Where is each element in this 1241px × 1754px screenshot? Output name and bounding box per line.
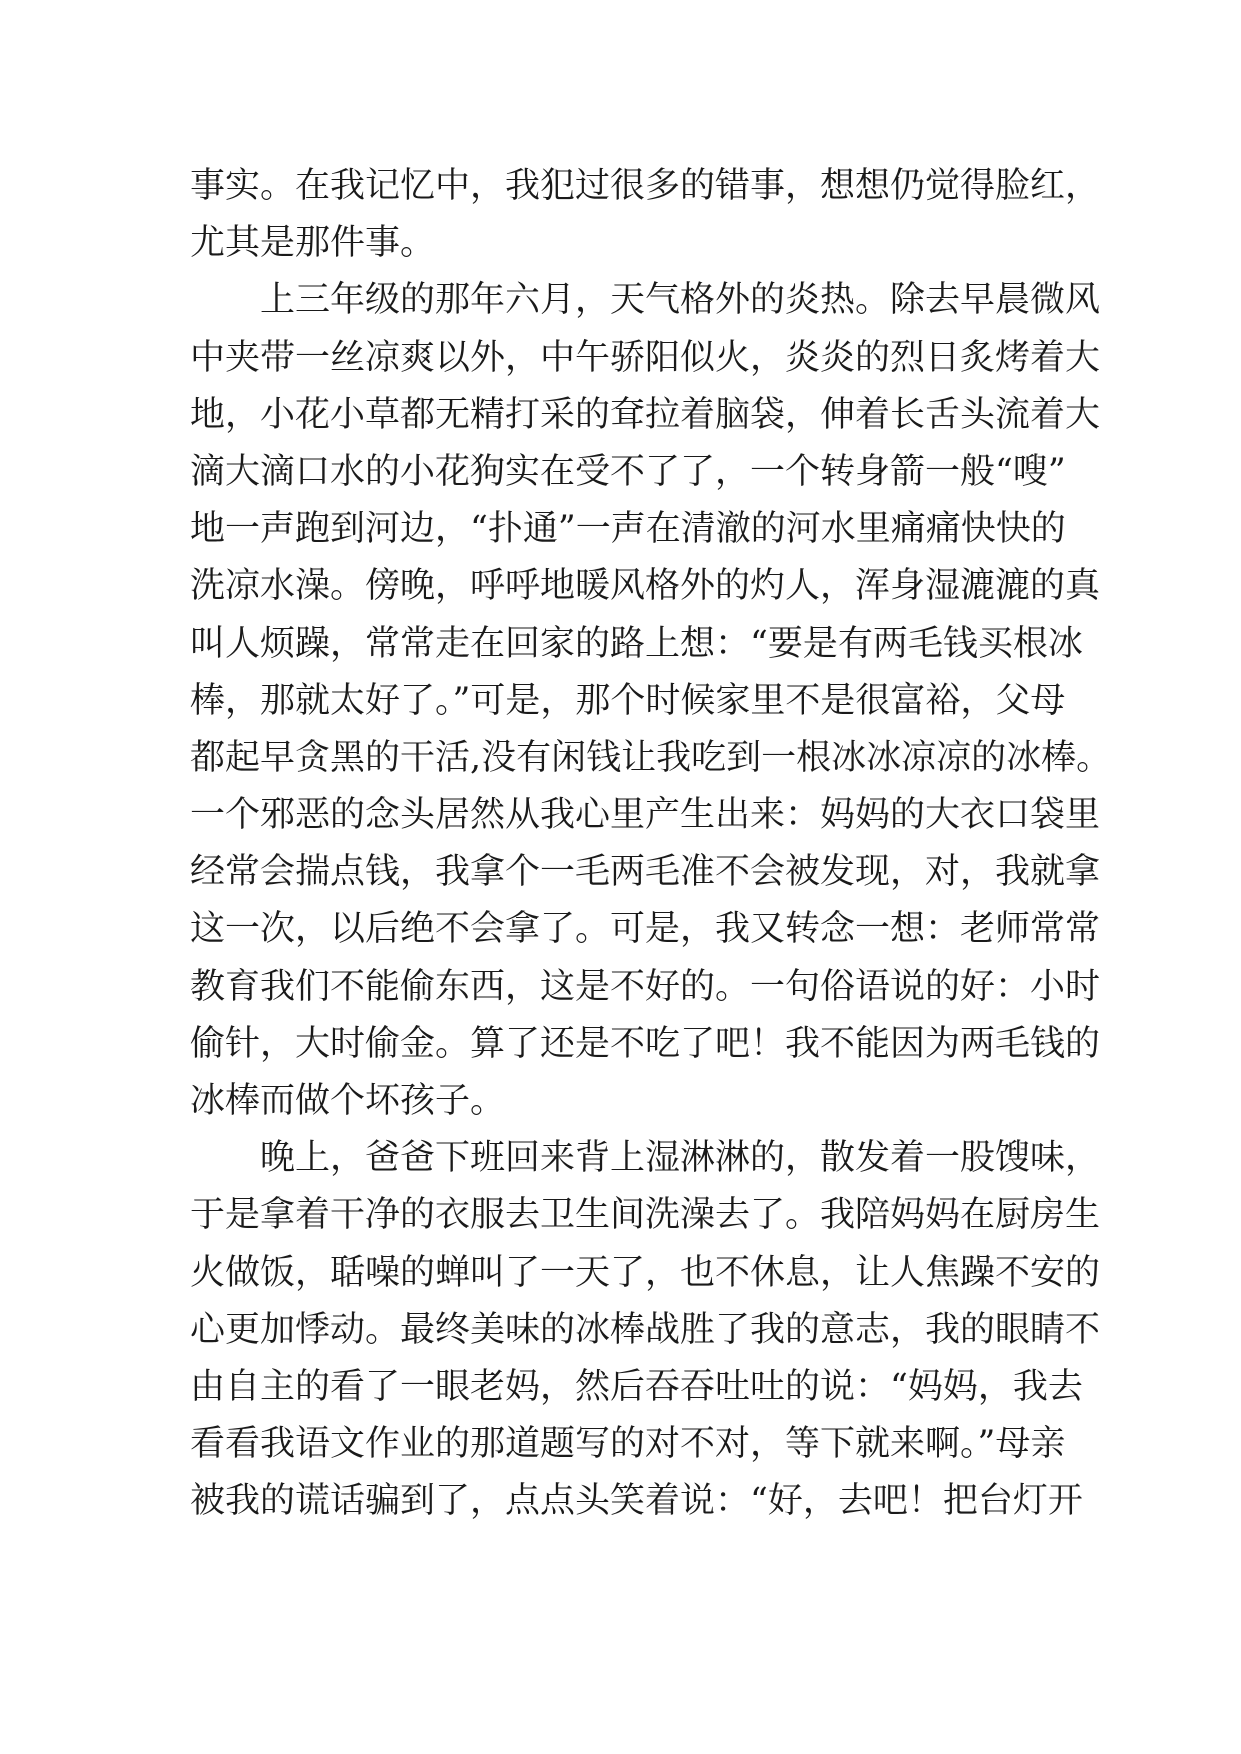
text-line: 地一声跑到河边，“扑通”一声在清澈的河水里痛痛快快的 — [190, 509, 1066, 550]
text-line: 于是拿着干净的衣服去卫生间洗澡去了。我陪妈妈在厨房生 — [190, 1195, 1101, 1236]
text-line: 由自主的看了一眼老妈，然后吞吞吐吐的说：“妈妈，我去 — [190, 1366, 1083, 1407]
text-line: 事实。在我记忆中，我犯过很多的错事，想想仍觉得脸红， — [190, 166, 1101, 206]
text-line: 偷针，大时偷金。算了还是不吃了吧！我不能因为两毛钱的 — [190, 1023, 1101, 1064]
text-line: 心更加悸动。最终美味的冰棒战胜了我的意志，我的眼睛不 — [190, 1309, 1101, 1350]
text-line: 火做饭，聒噪的蝉叫了一天了，也不休息，让人焦躁不安的 — [190, 1252, 1101, 1293]
paragraph-first-line: 上三年级的那年六月，天气格外的炎热。除去早晨微风 — [260, 280, 1101, 321]
text-line: 被我的谎话骗到了，点点头笑着说：“好，去吧！把台灯开 — [190, 1481, 1083, 1522]
paragraph-first-line: 晚上，爸爸下班回来背上湿淋淋的，散发着一股馊味， — [260, 1138, 1101, 1179]
text-line: 看看我语文作业的那道题写的对不对，等下就来啊。”母亲 — [190, 1424, 1066, 1465]
text-line: 经常会揣点钱，我拿个一毛两毛准不会被发现，对，我就拿 — [190, 852, 1101, 893]
text-line: 棒，那就太好了。”可是，那个时候家里不是很富裕，父母 — [190, 680, 1066, 721]
text-line: 滴大滴口水的小花狗实在受不了了，一个转身箭一般“嗖” — [190, 451, 1066, 492]
text-line: 洗凉水澡。傍晚，呼呼地暖风格外的灼人，浑身湿漉漉的真 — [190, 566, 1101, 607]
text-line: 这一次，以后绝不会拿了。可是，我又转念一想：老师常常 — [190, 909, 1101, 950]
text-line: 中夹带一丝凉爽以外，中午骄阳似火，炎炎的烈日炙烤着大 — [190, 337, 1101, 378]
text-line: 尤其是那件事。 — [190, 223, 436, 264]
text-line: 都起早贪黑的干活,没有闲钱让我吃到一根冰冰凉凉的冰棒。 — [190, 737, 1112, 778]
document-body — [190, 158, 1112, 1531]
text-line: 教育我们不能偷东西，这是不好的。一句俗语说的好：小时 — [190, 966, 1101, 1007]
text-line: 地，小花小草都无精打采的耷拉着脑袋，伸着长舌头流着大 — [190, 394, 1101, 435]
text-line: 叫人烦躁，常常走在回家的路上想：“要是有两毛钱买根冰 — [190, 623, 1083, 664]
text-line: 一个邪恶的念头居然从我心里产生出来：妈妈的大衣口袋里 — [190, 795, 1101, 836]
text-line: 冰棒而做个坏孩子。 — [190, 1081, 506, 1121]
